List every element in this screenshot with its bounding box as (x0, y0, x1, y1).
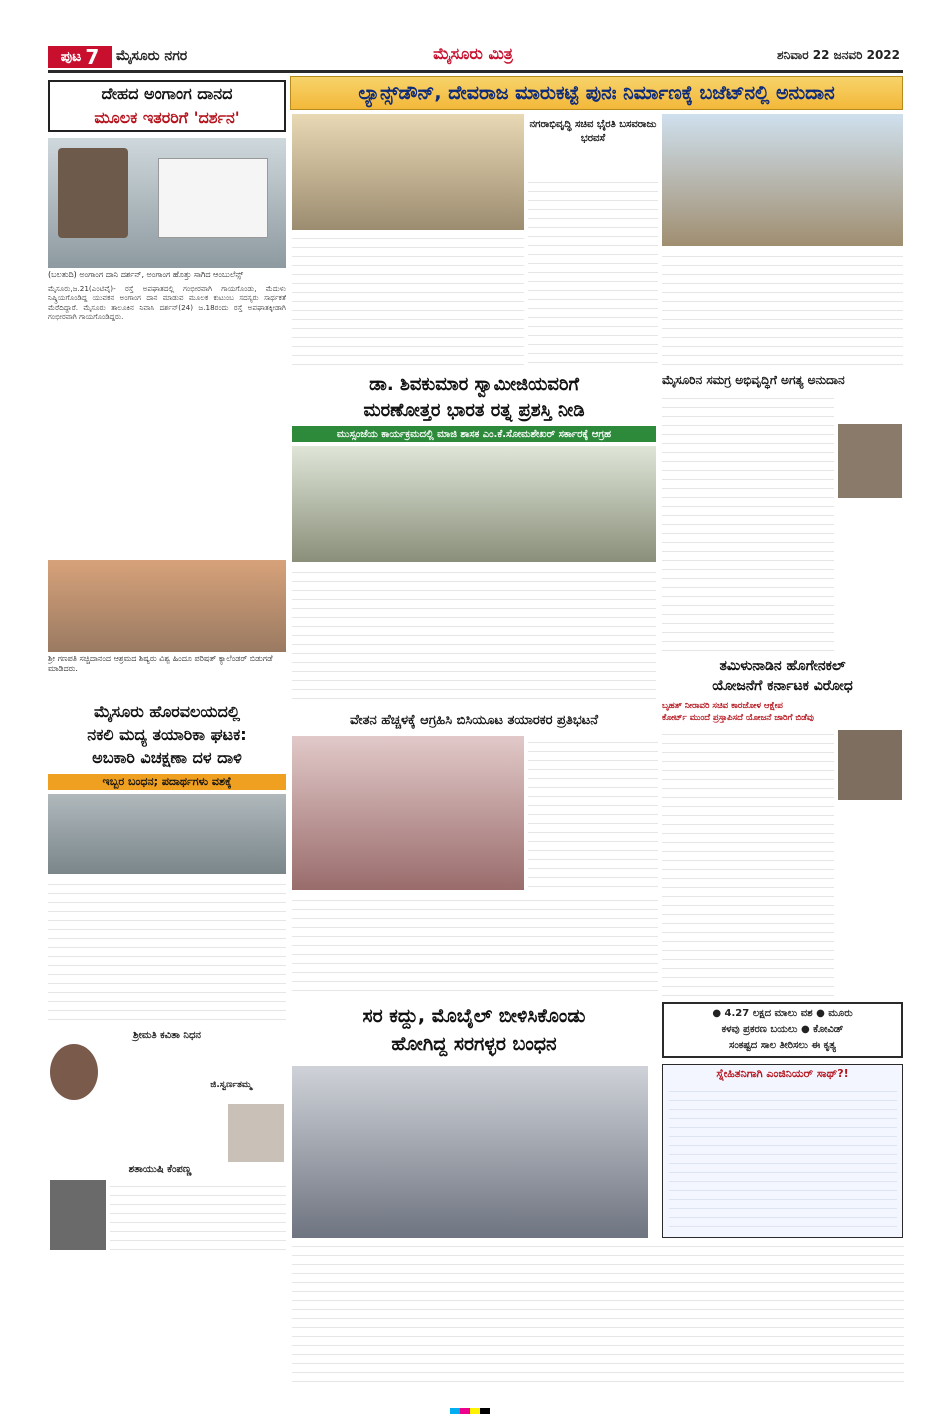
liquor-headline-line1: ಮೈಸೂರು ಹೊರವಲಯದಲ್ಲಿ (94, 702, 240, 721)
calendar-release-photo (48, 560, 286, 652)
theft-highlight-3: ಸಂಕಷ್ಟದ ಸಾಲ ತೀರಿಸಲು ಈ ಕೃತ್ಯ (729, 1040, 836, 1051)
minister-portrait (838, 730, 902, 800)
development-portrait (838, 424, 902, 498)
engineer-body (669, 1085, 897, 1233)
liquor-headline (48, 700, 286, 769)
section-name: ಮೈಸೂರು ನಗರ (116, 48, 188, 64)
theft-headline (292, 1002, 656, 1058)
obituary-body-3 (110, 1180, 286, 1250)
lead-body-col2 (528, 176, 658, 368)
tamilnadu-bullets (662, 700, 903, 724)
obituary-photo-3 (50, 1180, 106, 1250)
obituary-photo-2 (228, 1104, 284, 1162)
page-number: 7 (85, 45, 100, 69)
engineer-box (662, 1064, 903, 1238)
workers-protest-photo (292, 736, 524, 890)
shivakumar-subhead: ಮುಸ್ಸಂಜೆಯ ಕಾರ್ಯಕ್ರಮದಲ್ಲಿ ಮಾಜಿ ಶಾಸಕ ಎಂ.ಕೆ.ಸೋಮಶೇಖರ್ ಸರ್ಕಾರಕ್ಕೆ ಆಗ್ರಹ (292, 426, 656, 442)
print-registration-marks (450, 1408, 490, 1414)
tamilnadu-headline-line2: ಯೋಜನೆಗೆ ಕರ್ನಾಟಕ ವಿರೋಧ (712, 678, 853, 694)
liquor-seizure-photo (48, 794, 286, 874)
lead-body-col3 (662, 250, 903, 368)
theft-headline-line1: ಸರ ಕದ್ದು, ಮೊಬೈಲ್ ಬೀಳಿಸಿಕೊಂಡು (362, 1005, 586, 1027)
issue-date: ಶನಿವಾರ 22 ಜನವರಿ 2022 (777, 48, 900, 62)
development-headline: ಮೈಸೂರಿನ ಸಮಗ್ರ ಅಭಿವೃದ್ಧಿಗೆ ಅಗತ್ಯ ಅನುದಾನ (662, 373, 845, 387)
tamilnadu-body (662, 728, 834, 996)
theft-highlight-2: ಕಳವು ಪ್ರಕರಣ ಬಯಲು ● ಕೋವಿಡ್ (721, 1024, 844, 1035)
workers-body-col1 (528, 736, 658, 890)
liquor-strip: ಇಬ್ಬರ ಬಂಧನ; ಪದಾರ್ಥಗಳು ವಶಕ್ಕೆ (48, 774, 286, 790)
engineer-headline: ಸ್ನೇಹಿತನಿಗಾಗಿ ಎಂಜಿನಿಯರ್ ಸಾಥ್?! (716, 1067, 849, 1080)
masthead-logo: ಮೈಸೂರು ಮಿತ್ರ (433, 44, 513, 63)
liquor-body (48, 878, 286, 1028)
devaraja-market-photo (662, 114, 903, 246)
development-body (662, 392, 834, 652)
organ-body: ಮೈಸೂರು,ಜ.21(ಎಂಟಿವೈ)- ರಸ್ತೆ ಅಪಘಾತದಲ್ಲಿ ಗಂಭೀರವಾಗಿ ಗಾಯಗೊಂಡು, ಮೆದುಳು ನಿಷ್ಕ್ರಿಯಗೊಂಡಿದ್ದ ಯುವಕನ ಅಂಗಾಂಗ ದಾನ ಮಾಡುವ ಮೂಲಕ ಕುಟುಂಬ ಸದಸ್ಯರು ಸಾರ್ಥಕತೆ ಮೆರೆದಿದ್ದಾರೆ. ಮೈಸೂರು ತಾಲೂಕಿನ ನಿವಾಸಿ ದರ್ಶನ್(24) ಜ.18ರಂದು ರಸ್ತೆ ಅಪಘಾತಕ್ಕೀಡಾಗಿ ಗಂಭೀರವಾಗಿ ಗಾಯಗೊಂಡಿದ್ದರು. (48, 284, 286, 321)
lead-headline: ಲ್ಯಾನ್ಸ್‌ಡೌನ್, ದೇವರಾಜ ಮಾರುಕಟ್ಟೆ ಪುನಃ ನಿರ್ಮಾಣಕ್ಕೆ ಬಜೆಟ್‌ನಲ್ಲಿ ಅನುದಾನ (290, 76, 903, 110)
lead-body-col1 (292, 232, 524, 368)
obituary-title-3: ಶತಾಯುಷಿ ಕೆಂಪಣ್ಣ (128, 1164, 192, 1175)
calendar-caption: ಶ್ರೀ ಗಣಪತಿ ಸಚ್ಚಿದಾನಂದ ಆಶ್ರಮದ ಶಿಷ್ಯರು ವಿಶ್ವ ಹಿಂದೂ ಪರಿಷತ್ ಕ್ಯಾಲೆಂಡರ್ ಬಿಡುಗಡೆ ಮಾಡಿದರು. (48, 654, 273, 673)
obituary-photo-1 (50, 1044, 98, 1100)
theft-police-photo (292, 1066, 648, 1238)
shivakumar-headline-line1: ಡಾ. ಶಿವಕುಮಾರ ಸ್ವಾಮೀಜಿಯವರಿಗೆ (369, 374, 579, 395)
tamilnadu-headline (662, 656, 903, 696)
theft-highlight-1: ● 4.27 ಲಕ್ಷದ ಮಾಲು ವಶ ● ಮೂರು (712, 1008, 853, 1019)
shivakumar-headline (292, 372, 656, 424)
organ-caption: (ಬಲತುದಿ) ಅಂಗಾಂಗ ದಾನಿ ದರ್ಶನ್, ಅಂಗಾಂಗ ಹೊತ್ತು ಸಾಗಿದ ಆಂಬುಲೆನ್ಸ್ (48, 270, 244, 279)
tamilnadu-bullet-1: ಬೃಹತ್ ನೀರಾವರಿ ಸಚಿವ ಕಾರಜೋಳ ಆಕ್ಷೇಪ (662, 701, 783, 711)
organ-headline-line2: ಮೂಲಕ ಇತರರಿಗೆ 'ದರ್ಶನ' (94, 108, 240, 127)
page-label: ಪುಟ (60, 49, 82, 65)
lead-sidebar-title: ನಗರಾಭಿವೃದ್ಧಿ ಸಚಿವ ಭೈರತಿ ಬಸವರಾಜು ಭರವಸೆ (529, 119, 657, 144)
organ-donor-photo (48, 138, 286, 268)
tamilnadu-bullet-2: ಕೋರ್ಟ್ ಮುಂದೆ ಪ್ರಸ್ತಾಪಿಸದೆ ಯೋಜನೆ ಜಾರಿಗೆ ಬಿಡೆವು (662, 713, 814, 723)
page-number-badge (48, 46, 112, 68)
ambulance-image (158, 158, 268, 238)
lansdowne-building-photo (292, 114, 524, 230)
liquor-headline-line3: ಅಬಕಾರಿ ವಿಚಕ್ಷಣಾ ದಳ ದಾಳಿ (92, 748, 242, 767)
theft-highlights-box (662, 1002, 903, 1058)
shivakumar-headline-line2: ಮರಣೋತ್ತರ ಭಾರತ ರತ್ನ ಪ್ರಶಸ್ತಿ ನೀಡಿ (363, 400, 585, 421)
obituary-title-2: ಜಿ.ಸ್ವರ್ಣತಮ್ಮ (210, 1080, 252, 1090)
organ-headline-line1: ದೇಹದ ಅಂಗಾಂಗ ದಾನದ (101, 84, 233, 103)
theft-headline-line2: ಹೋಗಿದ್ದ ಸರಗಳ್ಳರ ಬಂಧನ (391, 1033, 557, 1055)
header-rule (48, 70, 903, 73)
theft-body (292, 1240, 904, 1390)
liquor-headline-line2: ನಕಲಿ ಮದ್ಯ ತಯಾರಿಕಾ ಘಟಕ: (87, 725, 247, 744)
tamilnadu-headline-line1: ತಮಿಳುನಾಡಿನ ಹೊಗೇನಕಲ್ (719, 658, 846, 674)
organ-headline (48, 80, 286, 132)
shivakumar-event-photo (292, 446, 656, 562)
shivakumar-body (292, 566, 656, 706)
donor-portrait (58, 148, 128, 238)
workers-headline: ವೇತನ ಹೆಚ್ಚಳಕ್ಕೆ ಆಗ್ರಹಿಸಿ ಬಿಸಿಯೂಟ ತಯಾರಕರ ಪ್ರತಿಭಟನೆ (350, 713, 598, 728)
workers-body-col2 (292, 894, 658, 994)
obituary-title-1: ಶ್ರೀಮತಿ ಕವಿತಾ ನಿಧನ (133, 1030, 201, 1041)
